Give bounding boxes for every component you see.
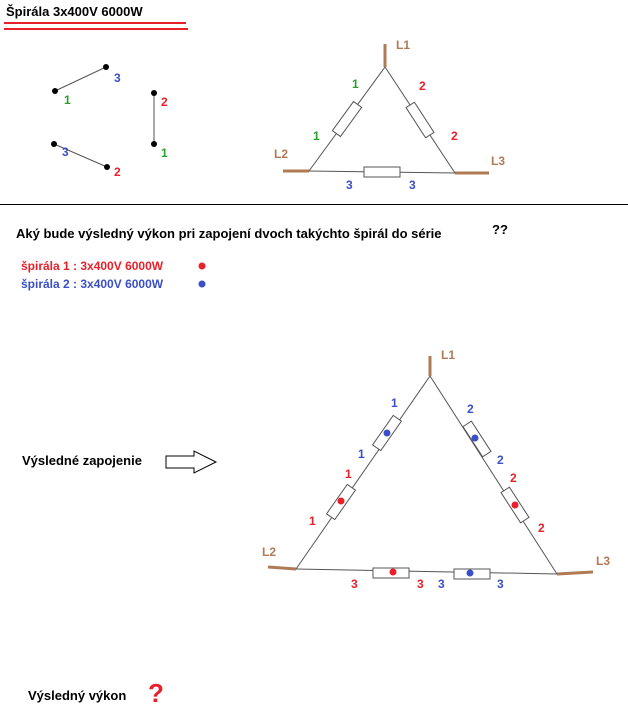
question-text: Aký bude výsledný výkon pri zapojení dvoch takýchto špirál do série: [16, 226, 442, 241]
series-right-label-4: 2: [538, 521, 545, 535]
spiral-1-marker-left: [338, 498, 345, 505]
delta-left-label-top: 1: [352, 77, 359, 91]
spiral-2-marker-right: [472, 435, 479, 442]
arrow-right-icon: [166, 451, 216, 473]
series-right-label-2: 2: [497, 453, 504, 467]
result-power-label: Výsledný výkon: [28, 688, 127, 703]
series-left-label-2: 1: [358, 447, 365, 461]
series-right-side: [430, 376, 557, 574]
coil-1-end-dot: [103, 64, 109, 70]
coil-3-label-start: 3: [62, 145, 69, 159]
coil-2-start-dot: [151, 90, 157, 96]
series-phase-l3-label: L3: [596, 554, 611, 568]
series-bottom-label-3: 3: [438, 577, 445, 591]
coil-2-label-end: 1: [161, 146, 168, 160]
spiral-1-marker-bottom: [390, 569, 397, 576]
delta-right-label-top: 2: [419, 79, 426, 93]
series-phase-l3-lead: [557, 572, 593, 574]
section-divider: [0, 204, 628, 205]
series-phase-l2-label: L2: [262, 545, 277, 559]
legend-dot-spiral-2: [199, 281, 206, 288]
delta-left-label-bottom: 1: [313, 129, 320, 143]
delta-bottom-label-left: 3: [346, 178, 353, 192]
series-right-label-3: 2: [510, 471, 517, 485]
coil-1-label-end: 3: [114, 71, 121, 85]
page-title: Špirála 3x400V 6000W: [6, 4, 143, 19]
delta-bottom-label-right: 3: [409, 178, 416, 192]
series-left-label-3: 1: [345, 467, 352, 481]
series-right-label-1: 2: [467, 402, 474, 416]
coil-3-label-end: 2: [114, 165, 121, 179]
delta-right-label-bottom: 2: [451, 129, 458, 143]
series-phase-l2-lead: [268, 567, 296, 569]
question-mark-icon: ?: [148, 678, 164, 708]
legend-spiral-1: špirála 1 : 3x400V 6000W: [21, 259, 164, 273]
result-connection-label: Výsledné zapojenie: [22, 453, 142, 468]
phase-l2-label: L2: [274, 147, 289, 161]
question-marks: ??: [492, 222, 508, 237]
series-phase-l1-label: L1: [441, 348, 456, 362]
series-left-side: [296, 376, 430, 569]
resistor-right: [406, 102, 434, 138]
delta-diagram-series: [262, 348, 610, 591]
series-left-label-1: 1: [391, 396, 398, 410]
series-bottom-label-2: 3: [417, 577, 424, 591]
legend-dot-spiral-1: [199, 263, 206, 270]
coil-1-start-dot: [52, 88, 58, 94]
spiral-2-marker-left: [384, 430, 391, 437]
phase-l3-label: L3: [491, 154, 506, 168]
series-bottom-side: [296, 569, 557, 574]
resistor-left: [332, 101, 361, 136]
coil-3-end-dot: [104, 164, 110, 170]
coil-diagram-separate: [51, 64, 168, 179]
series-left-label-4: 1: [309, 514, 316, 528]
delta-diagram-single: [274, 38, 505, 192]
coil-2-end-dot: [151, 141, 157, 147]
coil-1-label-start: 1: [64, 93, 71, 107]
legend-spiral-2: špirála 2 : 3x400V 6000W: [21, 277, 164, 291]
spiral-1-marker-right: [512, 502, 519, 509]
spiral-2-marker-bottom: [467, 570, 474, 577]
series-bottom-label-1: 3: [351, 577, 358, 591]
phase-l1-label: L1: [396, 38, 411, 52]
coil-2-label-start: 2: [161, 95, 168, 109]
coil-1-wire: [55, 67, 106, 91]
resistor-bottom: [364, 167, 400, 177]
coil-3-start-dot: [51, 141, 57, 147]
series-bottom-label-4: 3: [497, 577, 504, 591]
